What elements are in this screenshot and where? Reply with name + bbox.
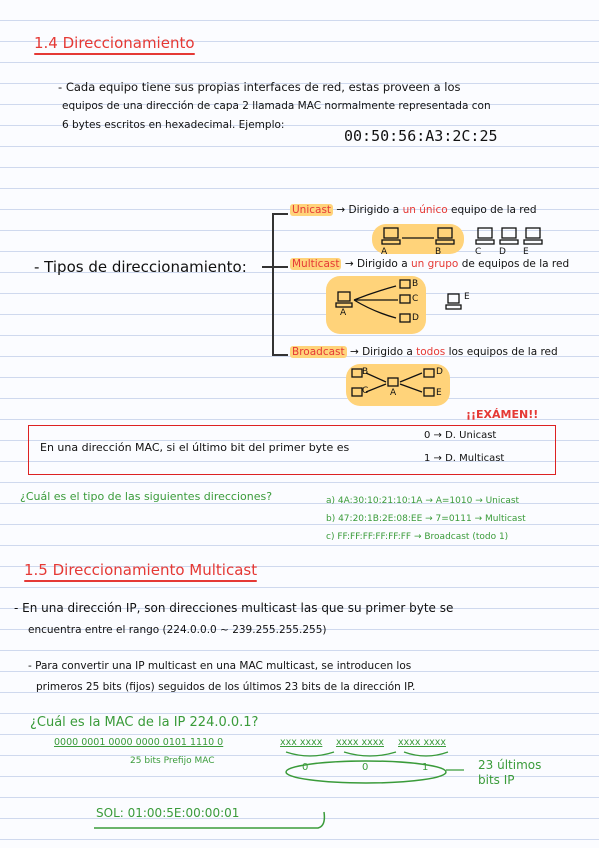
unicast-emphasis: un único: [402, 204, 448, 216]
unicast-label: Unicast: [292, 204, 332, 216]
intro-text-1: Cada equipo tiene sus propias interfaces de red, estas proveen a los: [65, 80, 461, 94]
tree-branch-unicast: [272, 213, 288, 215]
answer-item: a) 4A:30:10:21:10:1A → A=1010 → Unicast: [326, 496, 520, 506]
solution-underline: [90, 806, 330, 834]
mac-example: 00:50:56:A3:2C:25: [344, 127, 498, 145]
broadcast-row: [290, 346, 558, 358]
device-label: A: [390, 388, 397, 398]
ip-bits-x-1: xxx xxxx: [280, 737, 323, 748]
last-23-line-2: bits IP: [478, 773, 515, 787]
tipos-label: - Tipos de direccionamiento:: [34, 258, 247, 276]
device-label: B: [412, 279, 419, 289]
sec15-line-3: - Para convertir una IP multicast en una MAC multicast, se introducen los: [28, 660, 412, 672]
unicast-diagram: [376, 226, 556, 256]
device-label: B: [435, 247, 442, 257]
oval-digit-1: 0: [302, 762, 309, 773]
unicast-post: equipo de la red: [451, 204, 537, 216]
underline-stroke: [94, 812, 324, 828]
solution: SOL: 01:00:5E:00:00:01: [96, 806, 240, 820]
tree-branch-broadcast: [272, 354, 288, 356]
ip-bits-x-3: xxxx xxxx: [398, 737, 446, 748]
device-label: C: [412, 294, 419, 304]
mac-rule-text: En una dirección MAC, si el último bit del primer byte es: [40, 441, 350, 454]
multicast-post: de equipos de la red: [461, 258, 570, 270]
mac-rule-option-0: 0 → D. Unicast: [424, 430, 497, 441]
computer-icon: [336, 292, 352, 307]
broadcast-label: Broadcast: [292, 346, 345, 358]
sec15-line-4: primeros 25 bits (fijos) seguidos de los últimos 23 bits de la dirección IP.: [36, 681, 416, 693]
question-2-text: ¿Cuál es la MAC de la IP 224.0.0.1?: [30, 715, 259, 730]
question-1-text: ¿Cuál es el tipo de las siguientes direcciones?: [20, 490, 273, 503]
device-label: A: [340, 308, 347, 318]
last-23-line-1: 23 últimos: [478, 758, 542, 772]
device-label: D: [412, 313, 419, 323]
intro-line-2: equipos de una dirección de capa 2 llamada MAC normalmente representada con: [62, 100, 491, 112]
device-label: E: [523, 247, 529, 257]
mac-rule-option-1: 1 → D. Multicast: [424, 453, 505, 464]
computer-icon: [436, 228, 542, 244]
intro-line-3: 6 bytes escritos en hexadecimal. Ejemplo:: [62, 119, 285, 131]
ip-bits-x-2: xxxx xxxx: [336, 737, 384, 748]
unicast-row: [290, 204, 537, 216]
computer-icon: [382, 228, 400, 244]
brace-lines: [286, 752, 448, 756]
multicast-emphasis: un grupo: [410, 258, 459, 270]
device-label: E: [436, 388, 442, 398]
tree-vertical-line: [272, 214, 274, 354]
device-label: C: [362, 386, 369, 396]
oval-digit-2: 0: [362, 762, 369, 773]
sec15-line-1: - En una dirección IP, son direcciones multicast las que su primer byte se: [14, 601, 454, 615]
tree-branch-multicast: [262, 266, 288, 268]
broadcast-pre: → Dirigido a: [349, 346, 413, 358]
sec15-line-2: encuentra entre el rango (224.0.0.0 ~ 239.255.255.255): [28, 624, 327, 636]
section-title-1-5: 1.5 Direccionamiento Multicast: [24, 561, 258, 579]
prefix-bits: 0000 0001 0000 0000 0101 1110 0: [54, 737, 224, 748]
multicast-links: [354, 286, 398, 318]
prefix-label: 25 bits Prefijo MAC: [130, 756, 215, 766]
answer-item: c) FF:FF:FF:FF:FF:FF → Broadcast (todo 1): [326, 532, 509, 542]
broadcast-post: los equipos de la red: [448, 346, 558, 358]
intro-line-1: [58, 80, 461, 94]
section-title-1-4: 1.4 Direccionamiento: [34, 34, 195, 52]
multicast-pre: → Dirigido a: [344, 258, 408, 270]
device-label: E: [464, 292, 470, 302]
device-label: C: [475, 247, 482, 257]
question-1-answers: [326, 492, 526, 546]
multicast-label: Multicast: [292, 258, 340, 270]
device-label: D: [499, 247, 506, 257]
computer-icon: [400, 280, 461, 322]
unicast-pre: → Dirigido a: [336, 204, 400, 216]
device-label: A: [381, 247, 388, 257]
bullet-dash: -: [58, 80, 63, 94]
last-23-label: [478, 758, 541, 788]
multicast-row: [290, 258, 569, 270]
exam-note: ¡¡EXÁMEN!!: [466, 408, 539, 421]
device-label: D: [436, 367, 443, 377]
answer-item: b) 47:20:1B:2E:08:EE → 7=0111 → Multicast: [326, 514, 526, 524]
broadcast-emphasis: todos: [416, 346, 446, 358]
device-label: B: [362, 367, 369, 377]
oval-digit-3: 1: [422, 762, 429, 773]
